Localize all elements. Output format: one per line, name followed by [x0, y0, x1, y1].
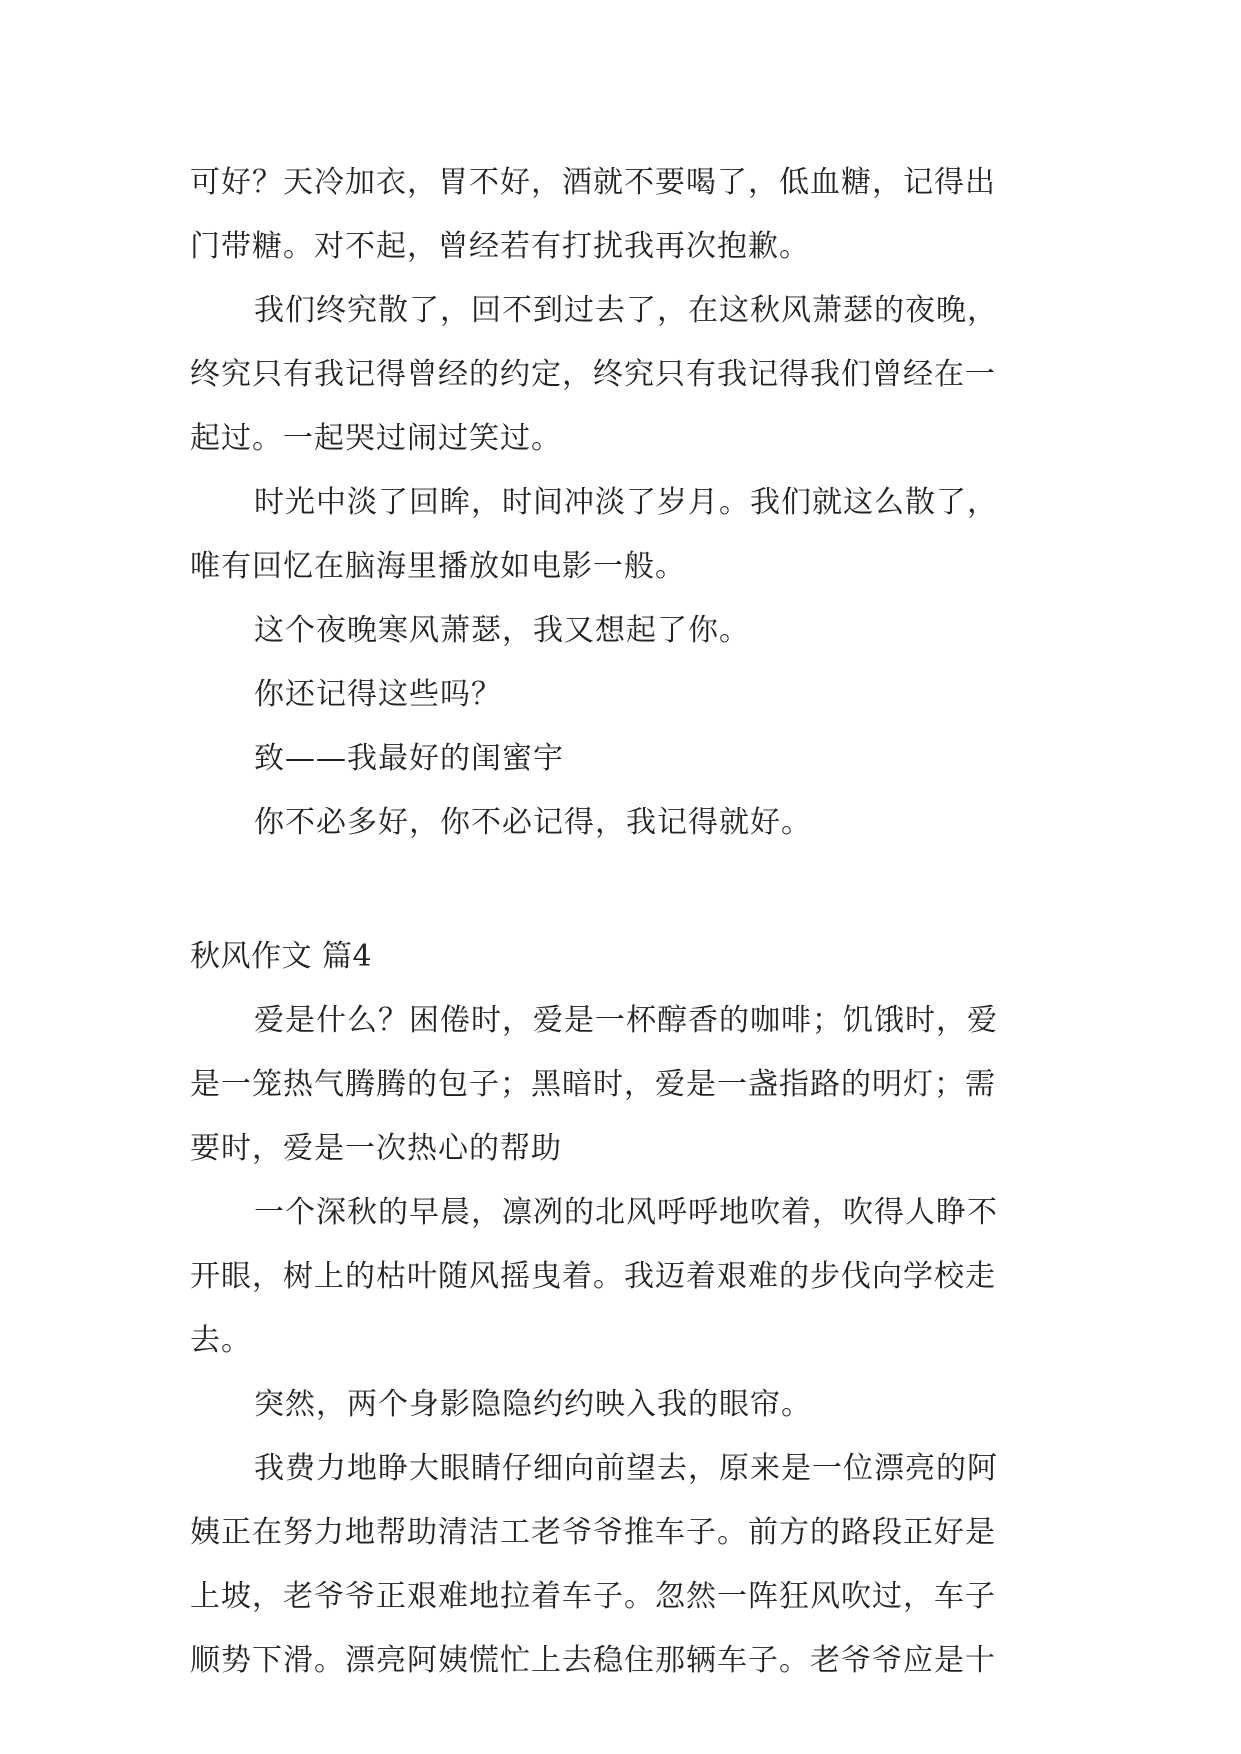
paragraph-line: 终究只有我记得曾经的约定，终究只有我记得我们曾经在一	[190, 357, 996, 392]
paragraph-line: 开眼，树上的枯叶随风摇曳着。我迈着艰难的步伐向学校走	[190, 1259, 996, 1294]
paragraph-line: 一个深秋的早晨，凛冽的北风呼呼地吹着，吹得人睁不	[254, 1195, 998, 1230]
paragraph-line: 要时，爱是一次热心的帮助	[190, 1131, 562, 1166]
paragraph-line: 我费力地睁大眼睛仔细向前望去，原来是一位漂亮的阿	[254, 1451, 998, 1486]
section-spacer	[190, 862, 1070, 932]
paragraph-line: 顺势下滑。漂亮阿姨慌忙上去稳住那辆车子。老爷爷应是十	[190, 1643, 996, 1678]
paragraph-line: 门带糖。对不起，曾经若有打扰我再次抱歉。	[190, 229, 810, 264]
paragraph-line: 爱是什么？困倦时，爱是一杯醇香的咖啡；饥饿时，爱	[254, 1003, 998, 1038]
section-title: 秋风作文 篇4	[190, 939, 373, 974]
paragraph-line: 这个夜晚寒风萧瑟，我又想起了你。	[254, 613, 750, 648]
paragraph-line: 上坡，老爷爷正艰难地拉着车子。忽然一阵狂风吹过，车子	[190, 1579, 996, 1614]
paragraph-line: 突然，两个身影隐隐约约映入我的眼帘。	[254, 1387, 812, 1422]
paragraph-line: 起过。一起哭过闹过笑过。	[190, 421, 562, 456]
paragraph-line: 可好？天冷加衣，胃不好，酒就不要喝了，低血糖，记得出	[190, 165, 996, 200]
paragraph-line: 你不必多好，你不必记得，我记得就好。	[254, 805, 812, 840]
paragraph-line: 我们终究散了，回不到过去了，在这秋风萧瑟的夜晚，	[254, 293, 998, 328]
paragraph-line: 唯有回忆在脑海里播放如电影一般。	[190, 549, 686, 584]
paragraph-line: 致——我最好的闺蜜宇	[254, 741, 564, 776]
paragraph-line: 姨正在努力地帮助清洁工老爷爷推车子。前方的路段正好是	[190, 1515, 996, 1550]
paragraph-line: 时光中淡了回眸，时间冲淡了岁月。我们就这么散了，	[254, 485, 998, 520]
document-body	[190, 158, 1070, 1700]
paragraph-line: 是一笼热气腾腾的包子；黑暗时，爱是一盏指路的明灯；需	[190, 1067, 996, 1102]
paragraph-line: 去。	[190, 1323, 252, 1358]
paragraph-line: 你还记得这些吗？	[254, 677, 502, 712]
